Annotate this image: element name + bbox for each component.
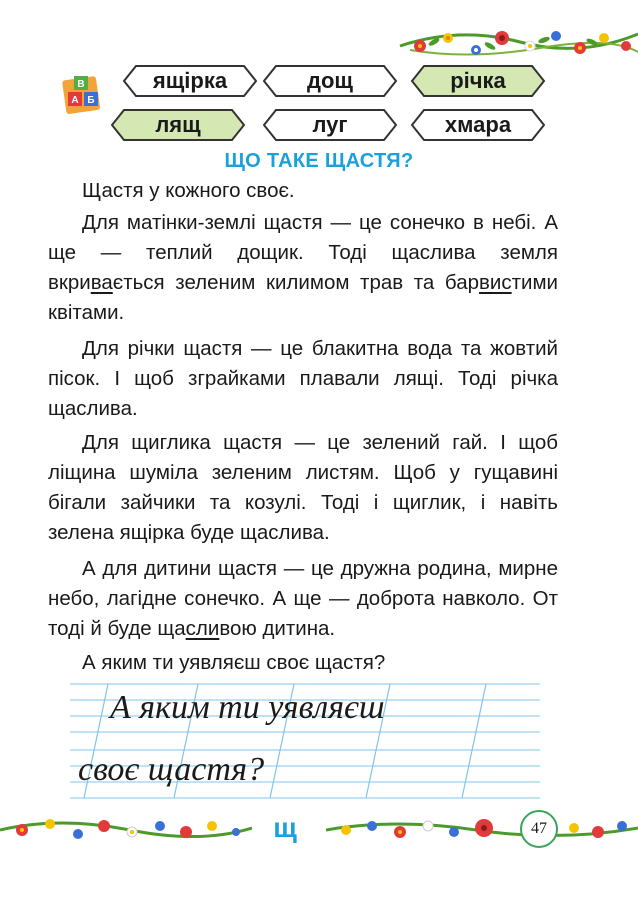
handwriting-line-1: А яким ти уявляєш (110, 689, 385, 726)
abc-icon-letter-a: А (71, 95, 79, 106)
abc-blocks-icon (60, 72, 104, 116)
handwriting-line-2: своє щастя? (78, 751, 265, 788)
word-tag-luh (262, 108, 398, 142)
paragraph-text: А яким ти уявляєш своє щастя? (82, 651, 386, 674)
word-tag-doshch (262, 64, 398, 98)
word-tag-label: хмара (444, 112, 512, 137)
handwriting-practice-area (70, 672, 540, 812)
abc-icon-letter-b: Б (87, 95, 95, 106)
text-segment: тими квітами. (48, 271, 558, 324)
abc-icon-letter-v: В (77, 79, 85, 90)
paragraph-text: Для річки щастя — це блакитна вода та жовтий пісок. І щоб зграйками плавали лящі. Тоді річка щаслива. (48, 337, 558, 420)
word-tag-khmara (410, 108, 546, 142)
chapter-letter: щ (273, 812, 297, 843)
underlined-syllable: вис (479, 271, 512, 294)
word-tag-label: луг (312, 112, 348, 137)
paragraph-2 (48, 208, 558, 328)
text-title: ЩО ТАКЕ ЩАСТЯ? (224, 150, 414, 172)
paragraph-1 (48, 176, 558, 206)
word-tag-richka (410, 64, 546, 98)
floral-ornament-bottom-left (0, 808, 252, 852)
word-tag-label: річка (450, 68, 506, 93)
word-tag-label: дощ (307, 68, 353, 93)
word-tag-lyashch (110, 108, 246, 142)
paragraph-text (48, 554, 558, 644)
word-tag-label: лящ (155, 112, 201, 137)
underlined-syllable: ва (90, 271, 113, 294)
paragraph-5 (48, 554, 558, 644)
text-segment: ється зеленим килимом трав та бар (112, 271, 480, 294)
page-number-badge: 47 (520, 810, 558, 848)
text-segment: А для дитини щастя — це дружна родина, мирне небо, лагідне сонечко. А ще — доброта навколо. От тоді й буде ща (48, 557, 558, 640)
floral-ornament-top (390, 16, 638, 68)
paragraph-text: Щастя у кожного своє. (82, 179, 295, 202)
underlined-syllable: сли (185, 617, 220, 640)
paragraph-4 (48, 428, 558, 548)
word-tag-label: ящірка (152, 68, 228, 93)
text-segment: вою дитина. (219, 617, 336, 640)
floral-ornament-bottom-right (326, 808, 638, 852)
text-segment: Для матінки-землі щастя — це сонечко в небі. А ще — теплий дощик. Тоді щаслива земля вкри (48, 211, 558, 294)
paragraph-3 (48, 334, 558, 424)
paragraph-text: Для щиглика щастя — це зелений гай. І щоб ліщина шуміла зеленим листям. Щоб у гущавині бігали зайчики та козулі. Тоді і щиглик, і навіть зелена ящірка буде щаслива. (48, 431, 558, 544)
word-tag-yashchirka (122, 64, 258, 98)
paragraph-text (48, 208, 558, 328)
